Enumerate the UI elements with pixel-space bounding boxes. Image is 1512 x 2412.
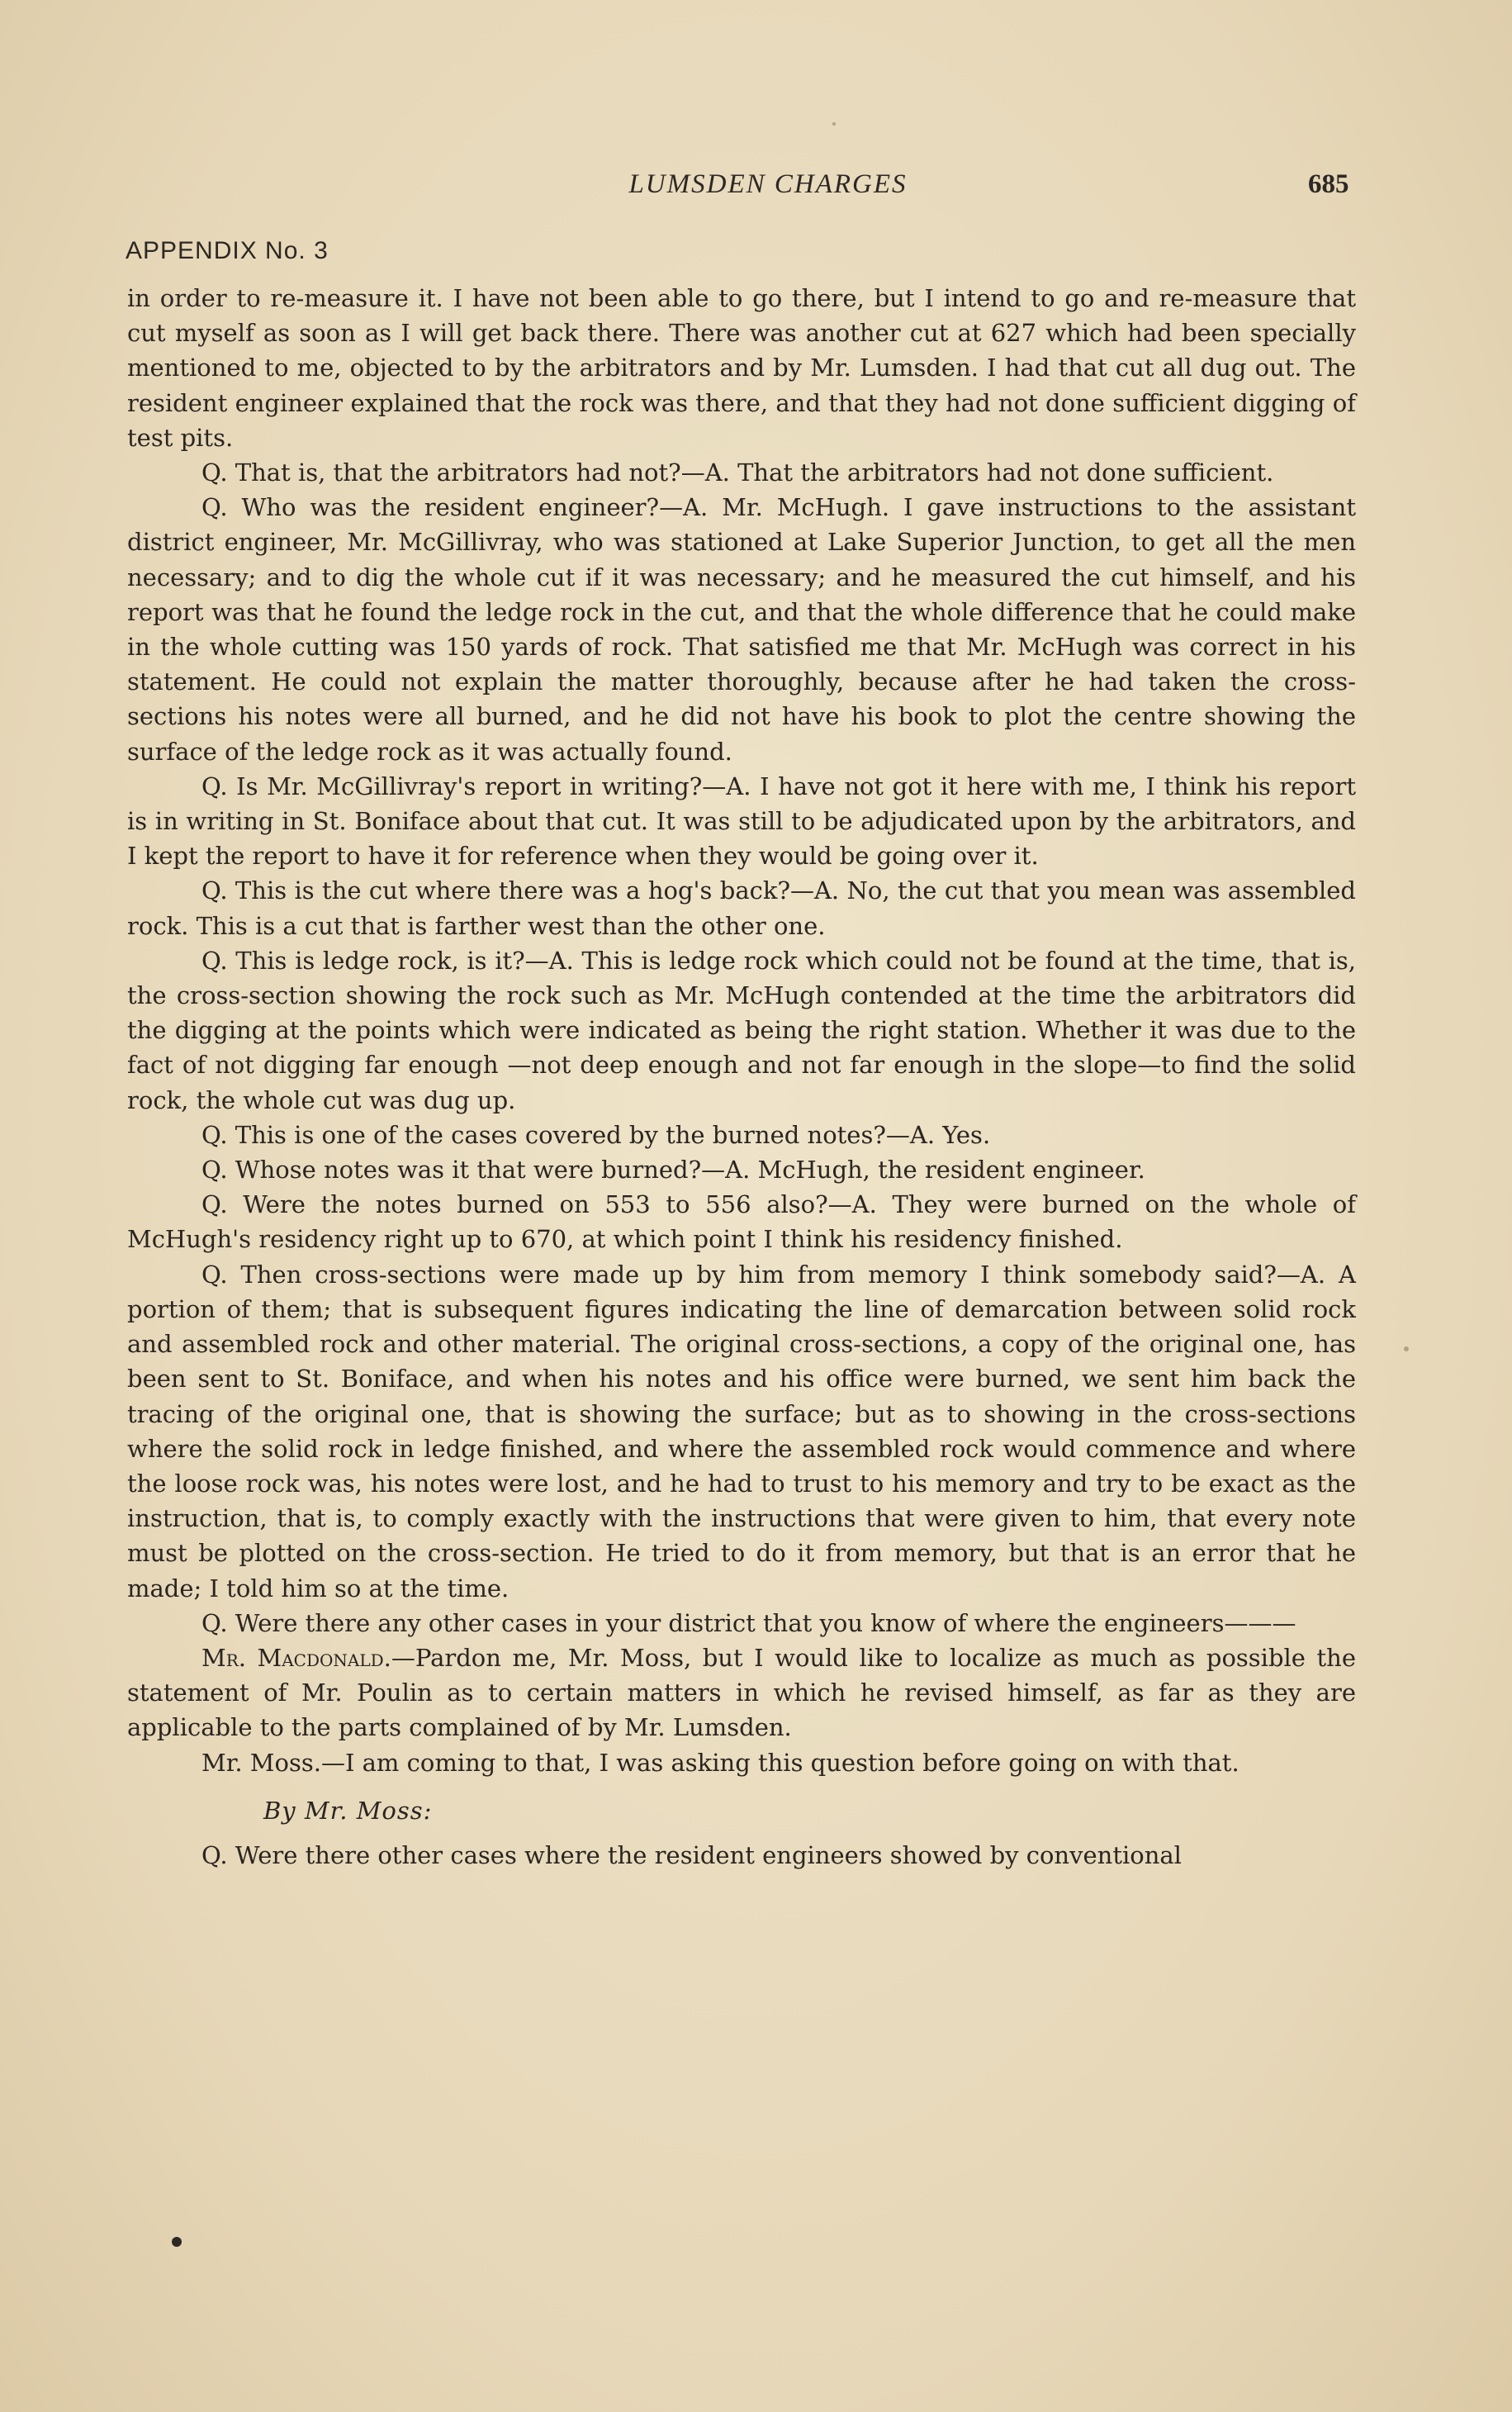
speaker-name: Mr. Macdonald. xyxy=(201,1643,391,1672)
paragraph: Q. That is, that the arbitrators had not?—A. That the arbitrators had not done sufficient. xyxy=(201,458,1274,487)
paragraph: Q. Were there any other cases in your district that you know of where the engineers——— xyxy=(201,1608,1296,1637)
paragraph: Q. This is ledge rock, is it?—A. This is ledge rock which could not be found at the time, that is, the cross-section showing the rock such as Mr. McHugh contended at the time the arbitrators did the digging at the points which were indicated as being the right station. Whether it was due to the fact of not digging far enough —not deep enough and not far enough in the slope—to find the solid rock, the whole cut was dug up. xyxy=(127,946,1356,1114)
paragraph xyxy=(127,1745,1356,1780)
speaker-text: —I am coming to that, I was asking this question before going on with that. xyxy=(320,1748,1239,1777)
page-number: 685 xyxy=(1308,169,1349,199)
paragraph: Q. Who was the resident engineer?—A. Mr. McHugh. I gave instructions to the assistant district engineer, Mr. McGillivray, who was stationed at Lake Superior Junction, to get all the men necessary; and to dig the whole cut if it was necessary; and he measured the cut himself, and his report was that he found the ledge rock in the cut, and that the whole difference that he could make in the whole cutting was 150 yards of rock. That satisfied me that Mr. McHugh was correct in his statement. He could not explain the matter thoroughly, because after he had taken the cross-sections his notes were all burned, and he did not have his book to plot the centre showing the surface of the ledge rock as it was actually found. xyxy=(127,493,1356,766)
paper-speck xyxy=(1404,1346,1409,1351)
speaker-name: Mr. Moss. xyxy=(201,1748,321,1777)
paragraph: Q. Whose notes was it that were burned?—A. McHugh, the resident engineer. xyxy=(201,1156,1145,1185)
body-text xyxy=(127,281,1356,1873)
byline: By Mr. Moss: xyxy=(263,1796,433,1825)
paragraph: Q. Were there other cases where the resident engineers showed by conventional xyxy=(201,1840,1182,1869)
running-title: LUMSDEN CHARGES xyxy=(628,169,908,199)
appendix-label: APPENDIX No. 3 xyxy=(126,237,329,264)
paragraph: Q. Then cross-sections were made up by him from memory I think somebody said?—A. A portion of them; that is subsequent figures indicating the line of demarcation between solid rock and assembled rock and other material. The original cross-sections, a copy of the original one, has been sent to St. Boniface, and when his notes and his office were burned, we sent him back the tracing of the original one, that is showing the surface; but as to showing in the cross-sections where the solid rock in ledge finished, and where the assembled rock would commence and where the loose rock was, his notes were lost, and he had to trust to his memory and try to be exact as the instruction, that is, to comply exactly with the instructions that were given to him, that every note must be plotted on the cross-section. He tried to do it from memory, but that is an error that he made; I told him so at the time. xyxy=(127,1260,1356,1602)
paragraph: Q. This is one of the cases covered by the burned notes?—A. Yes. xyxy=(201,1120,991,1149)
paragraph: Q. This is the cut where there was a hog's back?—A. No, the cut that you mean was assembled rock. This is a cut that is farther west than the other one. xyxy=(127,876,1356,940)
ink-dot xyxy=(172,2237,182,2247)
paragraph xyxy=(127,1640,1356,1745)
speaker-text: —Pardon me, Mr. Moss, but I would like to localize as much as possible the statement of Mr. Poulin as to certain matters in which he revised himself, as far as they are applicable to the parts complained of by Mr. Lumsden. xyxy=(127,1643,1356,1742)
paper-speck xyxy=(832,122,836,126)
paragraph: Q. Were the notes burned on 553 to 556 also?—A. They were burned on the whole of McHugh's residency right up to 670, at which point I think his residency finished. xyxy=(127,1190,1356,1254)
paragraph: Q. Is Mr. McGillivray's report in writing?—A. I have not got it here with me, I think his report is in writing in St. Boniface about that cut. It was still to be adjudicated upon by the arbitrators, and I kept the report to have it for reference when they would be going over it. xyxy=(127,772,1356,871)
paragraph: in order to re-measure it. I have not been able to go there, but I intend to go and re-measure that cut myself as soon as I will get back there. There was another cut at 627 which had been specially mentioned to me, objected to by the arbitrators and by Mr. Lumsden. I had that cut all dug out. The resident engineer explained that the rock was there, and that they had not done sufficient digging of test pits. xyxy=(127,284,1356,452)
